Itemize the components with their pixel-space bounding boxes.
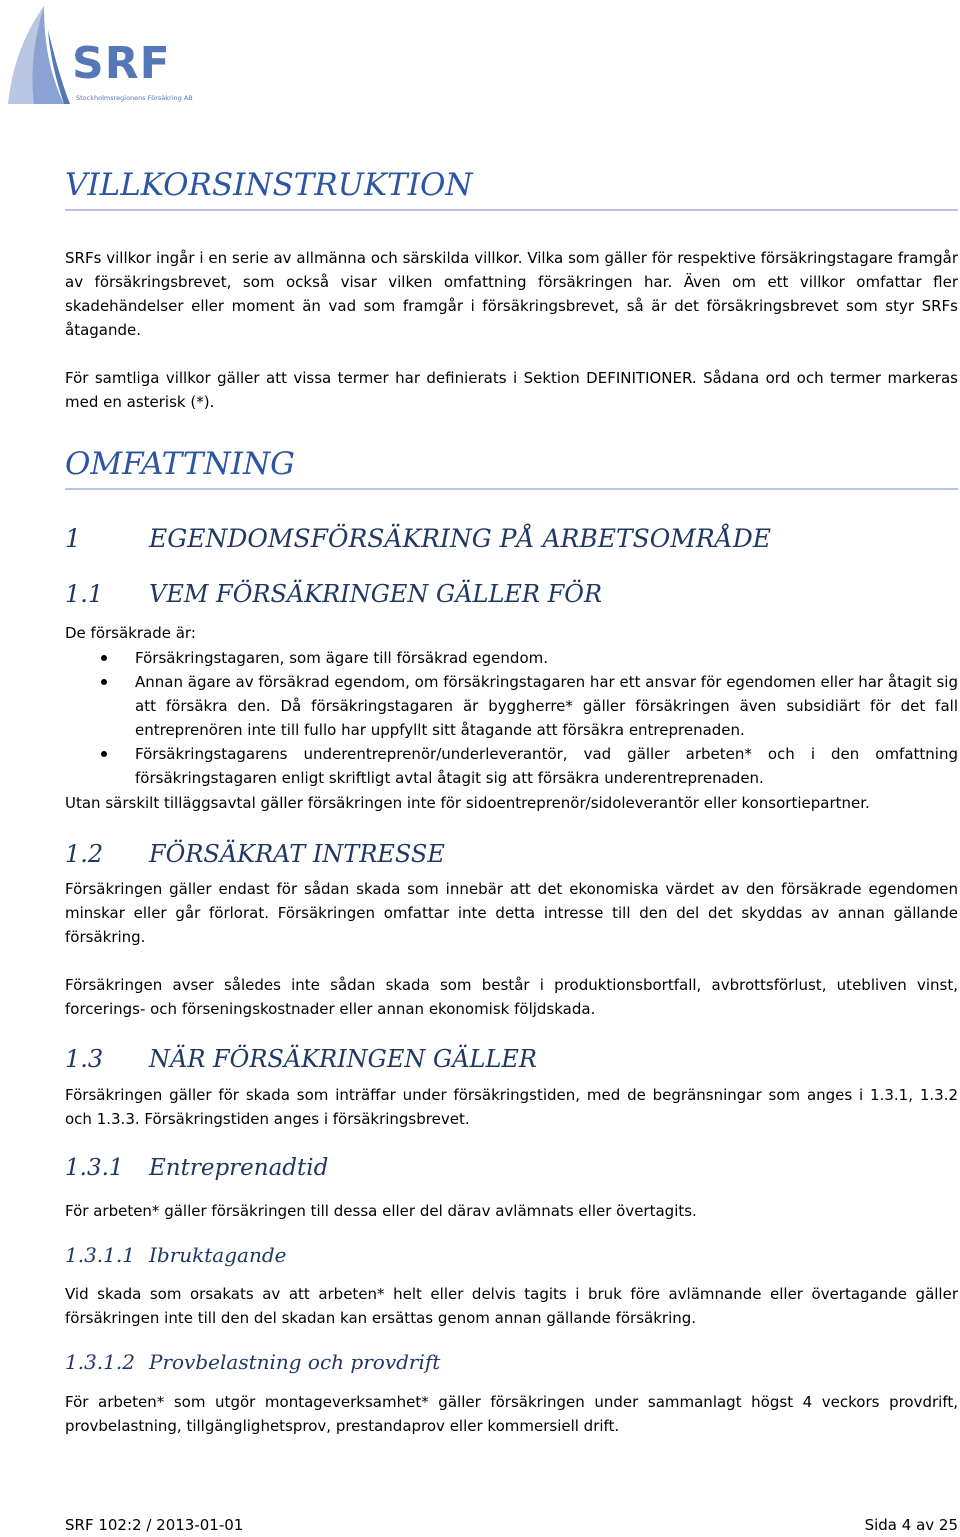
section-number: 1.3.1.1: [65, 1243, 135, 1267]
paragraph-insured-intro: De försäkrade är:: [65, 624, 196, 642]
bullet-icon: [101, 679, 107, 685]
section-title: Entreprenadtid: [149, 1155, 329, 1181]
section-title: Provbelastning och provdrift: [149, 1350, 441, 1374]
list-item: Försäkringstagarens underentreprenör/underleverantör, vad gäller arbeten* och i den omfattning försäkringstagaren enligt skriftligt avtal åtagit sig att försäkra underentreprenaden.: [65, 742, 958, 790]
section-title: VEM FÖRSÄKRINGEN GÄLLER FÖR: [149, 580, 603, 608]
section-number: 1.3.1.2: [65, 1350, 135, 1374]
heading-villkorsinstruktion: VILLKORSINSTRUKTION: [65, 166, 958, 211]
logo-wordmark: SRF: [72, 38, 171, 89]
heading-section-1-3-1: [65, 1155, 958, 1183]
section-title: FÖRSÄKRAT INTRESSE: [149, 840, 445, 868]
page-number: Sida 4 av 25: [864, 1516, 958, 1534]
heading-section-1-3-1-2: [65, 1350, 958, 1374]
heading-omfattning: OMFATTNING: [65, 445, 958, 490]
heading-section-1-1: [65, 580, 958, 609]
section-number: 1.3: [65, 1045, 104, 1073]
document-reference: SRF 102:2 / 2013-01-01: [65, 1516, 244, 1534]
paragraph-taking-into-use: Vid skada som orsakats av att arbeten* helt eller delvis tagits i bruk före avlämnande eller övertagande gäller försäkringen inte till den del skadan kan ersättas genom annan gällande försäkring.: [65, 1285, 958, 1327]
section-number: 1: [65, 524, 81, 553]
heading-section-1-3: [65, 1045, 958, 1074]
page-footer: [65, 1515, 958, 1535]
paragraph-contract-period: För arbeten* gäller försäkringen till dessa eller del därav avlämnats eller övertagits.: [65, 1202, 697, 1220]
paragraph-insured-interest-1: Försäkringen gäller endast för sådan skada som innebär att det ekonomiska värdet av den försäkrade egendomen minskar eller går förlorat. Försäkringen omfattar inte detta intresse till den del det skyddas av annan gällande försäkring.: [65, 880, 958, 946]
insured-list: [65, 646, 958, 790]
bullet-icon: [101, 751, 107, 757]
section-number: 1.3.1: [65, 1155, 124, 1181]
paragraph-definitions-note: För samtliga villkor gäller att vissa termer har definierats i Sektion DEFINITIONER. Sådana ord och termer markeras med en asterisk (*).: [65, 369, 958, 411]
heading-section-1-2: [65, 840, 958, 869]
section-number: 1.2: [65, 840, 104, 868]
list-item: Annan ägare av försäkrad egendom, om försäkringstagaren har ett ansvar för egendomen eller har åtagit sig att försäkra den. Då försäkringstagaren är byggherre* gäller försäkringen även subsidiärt för det fall entreprenören inte till fullo har uppfyllt sitt åtagande att försäkra entreprenaden.: [65, 670, 958, 742]
list-item: Försäkringstagaren, som ägare till försäkrad egendom.: [65, 646, 958, 670]
company-logo: [4, 4, 204, 108]
bullet-icon: [101, 655, 107, 661]
heading-section-1-3-1-1: [65, 1243, 958, 1267]
logo-subtitle: Stockholmsregionens Försäkring AB: [76, 94, 193, 102]
sail-icon: [4, 4, 74, 108]
paragraph-when-valid: Försäkringen gäller för skada som inträffar under försäkringstiden, med de begränsningar som anges i 1.3.1, 1.3.2 och 1.3.3. Försäkringstiden anges i försäkringsbrevet.: [65, 1086, 958, 1128]
paragraph-villkor-intro: SRFs villkor ingår i en serie av allmänna och särskilda villkor. Vilka som gäller för respektive försäkringstagare framgår av försäkringsbrevet, som också visar vilken omfattning försäkringen har. Även om ett villkor omfattar fler skadehändelser eller moment än vad som framgår i försäkringsbrevet, så är det försäkringsbrevet som styr SRFs åtagande.: [65, 249, 958, 339]
section-title: Ibruktagande: [149, 1243, 287, 1267]
section-title: EGENDOMSFÖRSÄKRING PÅ ARBETSOMRÅDE: [149, 524, 772, 553]
paragraph-side-contractor-note: Utan särskilt tilläggsavtal gäller försäkringen inte för sidoentreprenör/sidoleverantör eller konsortiepartner.: [65, 794, 870, 812]
heading-section-1: [65, 524, 958, 554]
section-number: 1.1: [65, 580, 104, 608]
section-title: NÄR FÖRSÄKRINGEN GÄLLER: [149, 1045, 537, 1073]
paragraph-insured-interest-2: Försäkringen avser således inte sådan skada som består i produktionsbortfall, avbrottsförlust, utebliven vinst, forcerings- och förseningskostnader eller annan ekonomisk följdskada.: [65, 976, 958, 1018]
paragraph-test-operation: För arbeten* som utgör montageverksamhet* gäller försäkringen under sammanlagt högst 4 veckors provdrift, provbelastning, tillgänglighetsprov, prestandaprov eller kommersiell drift.: [65, 1393, 958, 1435]
